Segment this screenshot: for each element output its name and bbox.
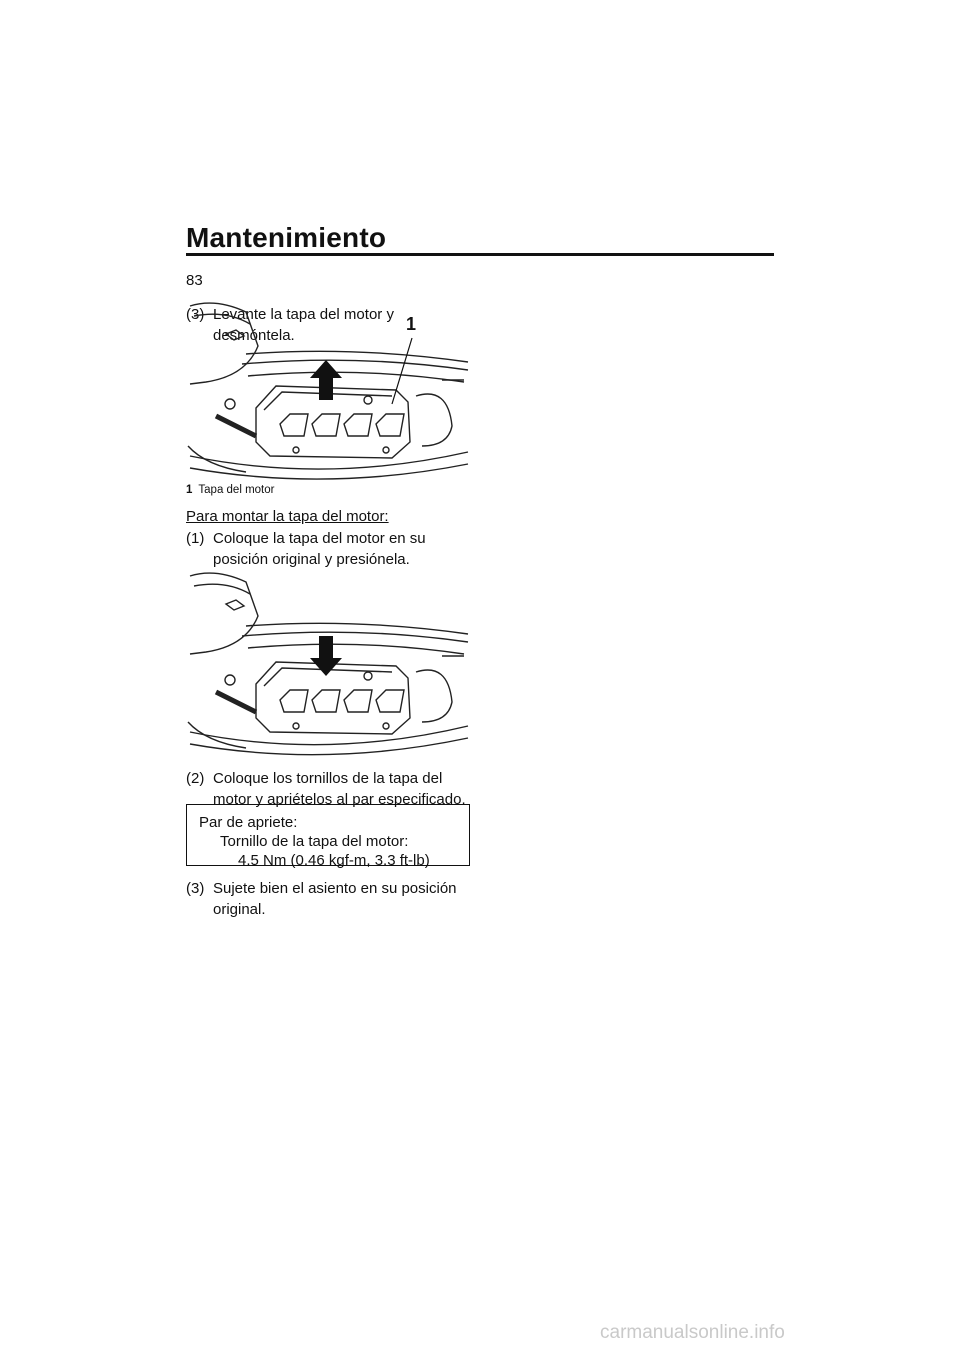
step-text: Coloque la tapa del motor en su posición original y presiónela. bbox=[213, 530, 426, 568]
spec-item: Tornillo de la tapa del motor: bbox=[220, 833, 409, 850]
step-number: (3) bbox=[186, 880, 205, 897]
spec-label: Par de apriete: bbox=[199, 814, 298, 831]
page-number: 83 bbox=[186, 272, 203, 289]
caption-text: Tapa del motor bbox=[198, 484, 275, 496]
figure-caption bbox=[186, 484, 274, 496]
spec-value: 4.5 Nm (0.46 kgf-m, 3.3 ft-lb) bbox=[238, 852, 430, 869]
watermark: carmanualsonline.info bbox=[600, 1322, 785, 1343]
title-rule bbox=[186, 253, 774, 256]
install-heading: Para montar la tapa del motor: bbox=[186, 508, 389, 525]
step-text: Coloque los tornillos de la tapa del motor y apriételos al par especificado. bbox=[213, 770, 466, 808]
step-number: (3) bbox=[186, 306, 205, 323]
figure-callout: 1 bbox=[406, 314, 417, 334]
engine-cover-install-figure bbox=[186, 566, 472, 756]
caption-number: 1 bbox=[186, 484, 193, 496]
step-text: Sujete bien el asiento en su posición original. bbox=[213, 880, 457, 918]
step-number: (1) bbox=[186, 530, 205, 547]
torque-spec-box bbox=[186, 804, 470, 869]
install-step-3 bbox=[186, 878, 476, 920]
page-title: Mantenimiento bbox=[186, 222, 387, 253]
step-number: (2) bbox=[186, 770, 205, 787]
engine-cover-removal-figure bbox=[186, 296, 472, 482]
step-text: Levante la tapa del motor y desmóntela. bbox=[213, 306, 394, 344]
install-step-1 bbox=[186, 528, 476, 570]
